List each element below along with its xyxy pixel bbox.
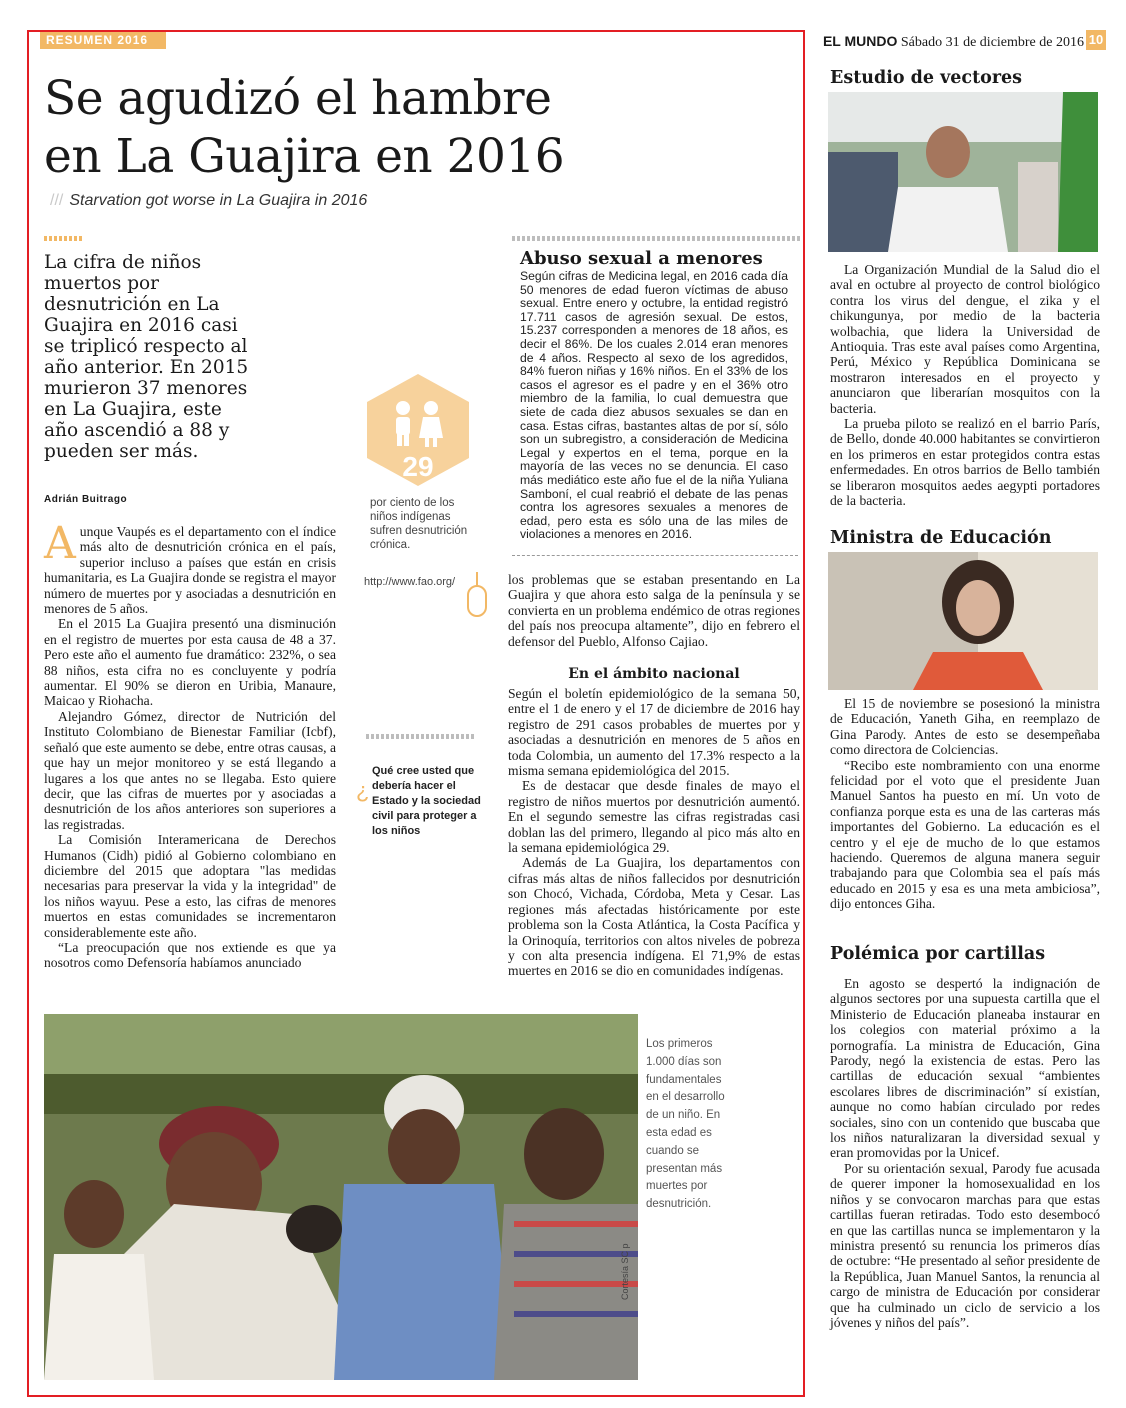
ministra-photo [828,552,1098,690]
issue-date: Sábado 31 de diciembre de 2016 [900,35,1084,50]
body-paragraph: “Recibo este nombramiento con una enorme felicidad por el voto que el presidente Juan Manuel Santos ha puesto en mí. Un voto de confianza porque esta es una de las carteras más importantes del Gobierno. La educación es el centro y el eje de mucho de lo que estamos haciendo. Queremos de alguna manera seguir trabajando para que Colombia sea el país más educado en 2015 y esa es una meta ambiciosa”, dijo entonces Giha. [830,757,1100,912]
body-paragraph: “La preocupación que nos extiende es que ya nosotros como Defensoría habíamos anunciado [44,939,336,971]
body-paragraph: El 15 de noviembre se posesionó la ministra de Educación, Yaneth Giha, en reemplazo de Gina Parody. Antes de esto se desempeñaba como directora de Colciencias. [830,696,1100,758]
abuse-text: Según cifras de Medicina legal, en 2016 cada día 50 menores de edad fueron víctimas de abuso sexual. Entre enero y octubre, la entidad registró 17.711 casos de agresión sexual. De estos, 15.237 corresponden a menores de 18 años, es decir el 86%. De los cuales 2.014 eran menores de 4 años. Respecto al sexo de los agredidos, 84% fueron niñas y 16% niños. En el 33% de los casos el agresor es el padre y en el 36% otro miembro de la familia, lo cual demuestra que siete de cada diez abusos sexuales se dan en casa. Estas cifras, bastantes altas de por sí, sólo son un subregistro, a consideración de Medicina Legal y expertos en el tema, porque en la mayoría de las veces no se denuncia. El caso más mediático este año fue el de la niña Yuliana Samboní, el cual reabrió el debate de las penas contra los agresores sexuales a menores de edad, pero esta es sólo una de las miles de violaciones a menores en 2016. [520,269,788,542]
masthead [798,32,1084,52]
body-paragraph: Alejandro Gómez, director de Nutrición del Instituto Colombiano de Bienestar Familiar (Icbf), señaló que este aumento se debe, entre otras causas, a que hay un mejor monitoreo y se está llegando a lugares a los que antes no se llegaba. Esto quiere decir, que las cifras de muertes por y asociadas a desnutrición de los años anteriores son superiores a las registradas. [44,708,336,832]
body-paragraph: En agosto se despertó la indignación de algunos sectores por una supuesta cartilla que el Ministerio de Educación planeaba instaurar en los colegios con material próximo a la pornografía. La ministra de Educación, Gina Parody, negó la existencia de estas. Pero las cartillas de educación sexual “ambientes escolares libres de discriminación” sí existían, aunque no como habían circulado por redes sociales, sino con un contenido que buscaba que los niños naturalizaran la diversidad sexual y eran promovidas por la Unicef. [830,976,1100,1161]
vectores-title: Estudio de vectores [830,68,1023,88]
body-paragraph: La Comisión Interamericana de Derechos Humanos (Cidh) pidió al Gobierno colombiano en diciembre del 2015 que adoptara "las medidas necesarias para preservar la vida y la integridad" de los niños wayuu. Pese a esto, las cifras de menores muertos en estas comunidades se incrementaron considerablemente este año. [44,832,336,940]
question-text: Qué cree usted que debería hacer el Estado y la sociedad civil para proteger a los niños [372,765,481,837]
question-mark-icon: ¿ [356,778,370,803]
vectores-photo [828,92,1098,252]
mouse-icon [465,572,489,618]
abuse-title: Abuso sexual a menores [520,248,763,269]
body-paragraph: En el 2015 La Guajira presentó una disminución en el registro de muertes por esta causa de 48 a 37. Pero este año el aumento fue dramático: 232%, o sea 88 niños, esta cifra no es concluyente y podría aumentar. El 90% se dieron en Uribia, Manaure, Maicao y Riohacha. [44,616,336,709]
body-paragraph: La Organización Mundial de la Salud dio el aval en octubre al proyecto de control biológico contra los virus del dengue, el zika y el chikungunya, por medio de la bacteria wolbachia, que lidera la Universidad de Antioquia. Tras este aval países como Argentina, Perú, México y República Dominicana se mostraron interesados en el proyecto y anunciaron que liberarían mosquitos con la bacteria. [830,262,1100,416]
photo-scene [44,1014,638,1380]
headline-line-1: Se agudizó el hambre [44,71,552,126]
drop-cap: A [44,518,76,569]
body-column-1 [44,518,336,971]
body-paragraph: La prueba piloto se realizó en el barrio París, de Bello, donde 40.000 habitantes se convirtieron en los primeros en estar protegidos contra estas enfermedades. En otros barrios de Bello también se liberaron mosquitos aedes aegypti portadores de la bacteria. [830,416,1100,509]
slashes-icon: /// [50,192,64,209]
ministra-title: Ministra de Educación [830,528,1052,548]
body-column-3 [508,572,800,649]
stat-value: 29 [402,451,434,482]
headline-line-2: en La Guajira en 2016 [44,129,565,184]
cartillas-body [830,976,1100,1330]
body-paragraph: Es de destacar que desde finales de mayo el registro de niños muertos por desnutrición aumentó. En el segundo semestre las cifras registradas casi doblan las del primero, llegando al pico más alto en la semana epidemiológica 29. [508,778,800,856]
lead-paragraph: La cifra de niños muertos por desnutrición en La Guajira en 2016 casi se triplicó respecto al año anterior. En 2015 murieron 37 menores en La Guajira, este año ascendió a 88 y pueden ser más. [44,252,249,462]
vectores-scene [828,92,1098,252]
ministra-body [830,696,1100,912]
subhead [50,192,550,210]
national-title: En el ámbito nacional [568,666,740,682]
abuse-rule [512,236,800,241]
page-number: 10 [1086,30,1106,50]
stat-caption: por ciento de los niños indígenas sufren desnutrición crónica. [370,497,468,551]
subhead-text: Starvation got worse in La Guajira in 2016 [69,192,368,209]
byline: Adrián Buitrago [44,494,128,505]
children-stat-graphic [363,372,473,488]
cartillas-title: Polémica por cartillas [830,944,1046,964]
body-paragraph: los problemas que se estaban presentando en La Guajira y que ahora esto salga de la península y se convierta en un problema endémico de otras regiones del país nos preocupa altamente”, dijo en febrero el defensor del Pueblo, Alfonso Cajiao. [508,572,800,649]
question-rule [366,734,476,739]
headline [44,70,684,186]
main-photo [44,1014,638,1380]
ministra-scene [828,552,1098,690]
section-tab: RESUMEN 2016 [40,32,166,49]
body-paragraph: Según el boletín epidemiológico de la semana 50, entre el 1 de enero y el 17 de diciembre de 2016 hay registro de 291 casos probables de muertes por y asociadas a desnutrición en menores de 5 años en toda Colombia, un aumento del 17.3% respecto a la misma semana epidemiológica del 2015. [508,686,800,779]
body-paragraph: Por su orientación sexual, Parody fue acusada de querer imponer la homosexualidad en los niños y se convocaron marchas para que estas cartillas fueran retiradas. Todo esto desembocó en que las cartillas nunca se implementaron y la ministra presentó su renuncia los primeros días de octubre: “He presentado al señor presidente de la República, Juan Manuel Santos, la renuncia al cargo de ministra de Educación por considerar que ha culminado un ciclo de servicio a los jóvenes y niños del país”. [830,1160,1100,1330]
photo-credit: Cortesía SC p [620,1243,630,1300]
vectores-body [830,262,1100,509]
body-paragraph: Además de La Guajira, los departamentos con cifras más altas de niños fallecidos por desnutrición son Chocó, Vichada, Córdoba, Meta y Cesar. Las regiones más afectadas históricamente por este problema son la Costa Atlántica, la Costa Pacífica y la Orinoquía, territorios con altos niveles de pobreza y con alta presencia indígena. El 71,9% de estas muertes en 2016 se dio en comunidades indígenas. [508,855,800,979]
national-body [508,686,800,979]
paper-name: EL MUNDO [822,33,898,49]
lead-rule [44,236,84,241]
stat-url: http://www.fao.org/ [364,576,456,588]
photo-caption: Los primeros 1.000 días son fundamentales en el desarrollo de un niño. En esta edad es cuando se presentan más muertes por desnutrición. [646,1038,725,1211]
body-paragraph: Aunque Vaupés es el departamento con el índice más alto de desnutrición crónica en el país, superior incluso a países que están en crisis humanitaria, es La Guajira donde se registra el mayor número de muertes por y asociadas a desnutrición en menores de 5 años. [44,518,336,617]
abuse-bottom-rule [512,555,798,556]
